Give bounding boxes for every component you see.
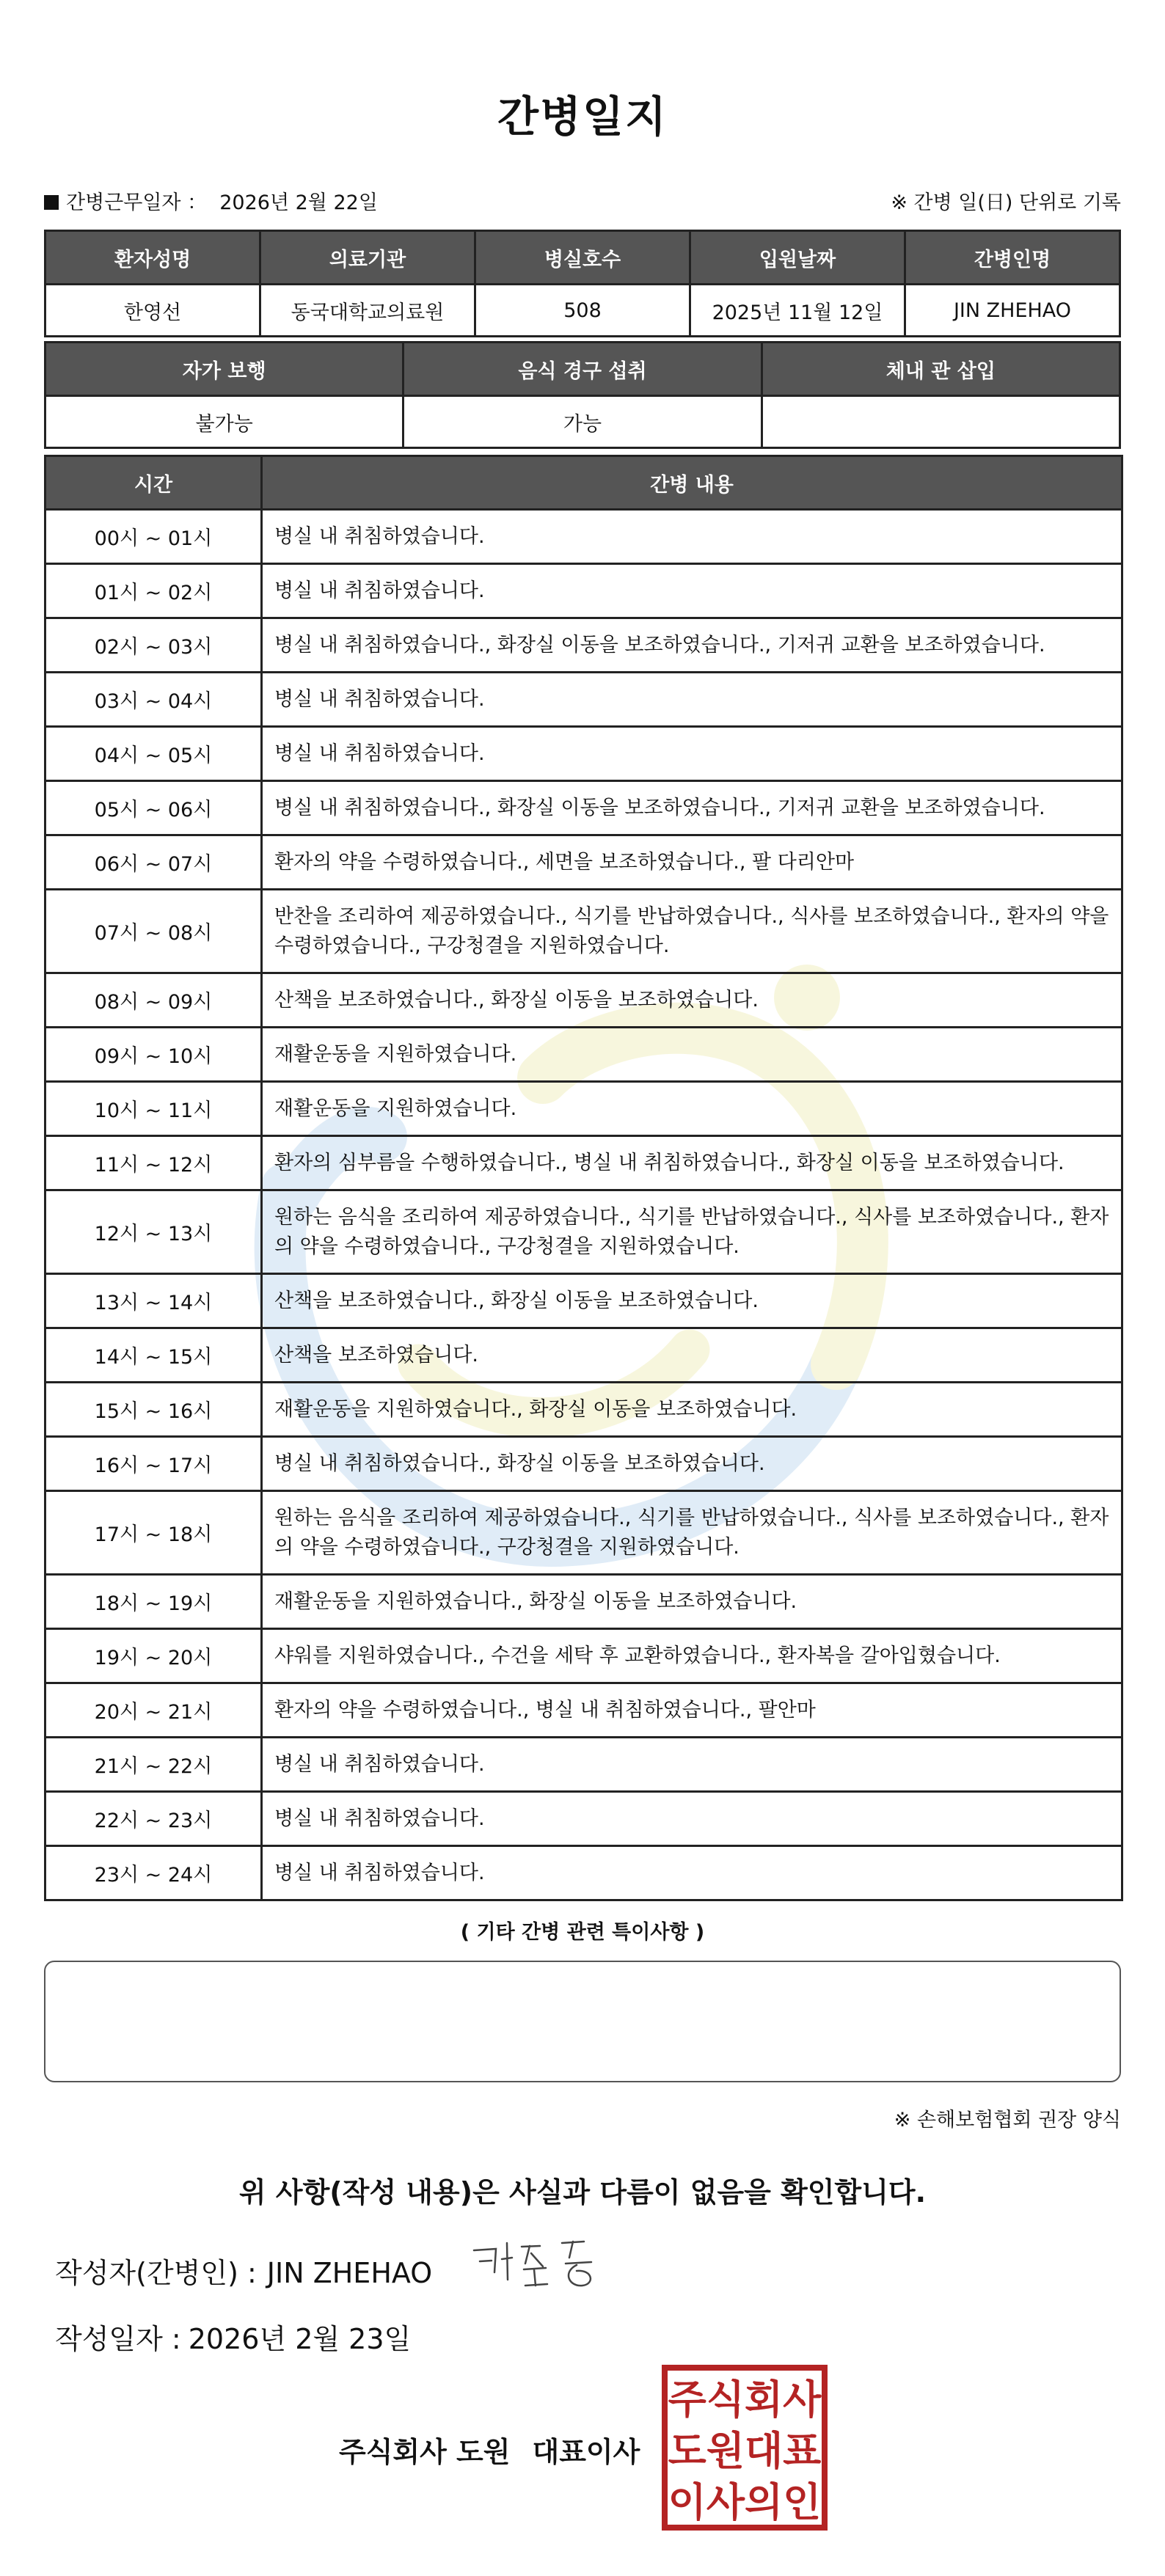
table-row bbox=[45, 727, 1122, 781]
table-row bbox=[45, 1846, 1122, 1900]
log-time: 03시 ~ 04시 bbox=[45, 673, 262, 727]
writer-name: JIN ZHEHAO bbox=[266, 2257, 433, 2289]
log-time: 18시 ~ 19시 bbox=[45, 1575, 262, 1629]
table-row bbox=[45, 1575, 1122, 1629]
svg-text:주식회사: 주식회사 bbox=[668, 2376, 822, 2423]
work-date-label: 간병근무일자 ： bbox=[66, 191, 208, 214]
log-time: 13시 ~ 14시 bbox=[45, 1274, 262, 1328]
log-content: 병실 내 취침하였습니다. bbox=[262, 1738, 1122, 1792]
table-row bbox=[45, 564, 1122, 618]
table-row bbox=[45, 1738, 1122, 1792]
meta-row bbox=[44, 186, 1121, 216]
header-self-walking: 자가 보행 bbox=[45, 343, 403, 396]
room-number: 508 bbox=[475, 285, 690, 337]
table-row bbox=[45, 973, 1122, 1028]
patient-name: 한영선 bbox=[45, 285, 260, 337]
confirmation-statement: 위 사항(작성 내용)은 사실과 다름이 없음을 확인합니다. bbox=[238, 2176, 927, 2209]
header-care-content: 간병 내용 bbox=[262, 456, 1122, 510]
log-time: 19시 ~ 20시 bbox=[45, 1629, 262, 1683]
log-time: 02시 ~ 03시 bbox=[45, 618, 262, 673]
handwritten-signature bbox=[467, 2228, 613, 2294]
self-walking-value: 불가능 bbox=[45, 396, 403, 448]
table-row bbox=[45, 1082, 1122, 1136]
table-row bbox=[45, 510, 1122, 564]
written-date-label: 작성일자 : bbox=[55, 2323, 181, 2355]
log-content: 산책을 보조하였습니다. bbox=[262, 1328, 1122, 1383]
header-tube-insertion: 체내 관 삽입 bbox=[762, 343, 1120, 396]
table-header-row bbox=[45, 231, 1120, 285]
notes-box bbox=[44, 1961, 1121, 2082]
log-content: 병실 내 취침하였습니다., 화장실 이동을 보조하였습니다. bbox=[262, 1437, 1122, 1491]
table-row bbox=[45, 1437, 1122, 1491]
table-row bbox=[45, 618, 1122, 673]
log-time: 01시 ~ 02시 bbox=[45, 564, 262, 618]
log-time: 15시 ~ 16시 bbox=[45, 1383, 262, 1437]
log-content: 산책을 보조하였습니다., 화장실 이동을 보조하였습니다. bbox=[262, 1274, 1122, 1328]
table-row bbox=[45, 1491, 1122, 1575]
header-patient-name: 환자성명 bbox=[45, 231, 260, 285]
header-caregiver-name: 간병인명 bbox=[905, 231, 1120, 285]
patient-status-table bbox=[44, 341, 1121, 449]
log-content: 재활운동을 지원하였습니다. bbox=[262, 1082, 1122, 1136]
log-time: 22시 ~ 23시 bbox=[45, 1792, 262, 1846]
log-content: 병실 내 취침하였습니다., 화장실 이동을 보조하였습니다., 기저귀 교환을 보조하였습니다. bbox=[262, 618, 1122, 673]
table-row bbox=[45, 285, 1120, 337]
notes-heading: ( 기타 간병 관련 특이사항 ) bbox=[460, 1921, 705, 1944]
table-header-row bbox=[45, 343, 1120, 396]
log-time: 20시 ~ 21시 bbox=[45, 1683, 262, 1738]
log-content: 산책을 보조하였습니다., 화장실 이동을 보조하였습니다. bbox=[262, 973, 1122, 1028]
log-time: 11시 ~ 12시 bbox=[45, 1136, 262, 1190]
log-content: 재활운동을 지원하였습니다., 화장실 이동을 보조하였습니다. bbox=[262, 1383, 1122, 1437]
log-content: 원하는 음식을 조리하여 제공하였습니다., 식기를 반납하였습니다., 식사를 보조하였습니다., 환자의 약을 수령하였습니다., 구강청결을 지원하였습니다. bbox=[262, 1491, 1122, 1575]
work-date-value: 2026년 2월 22일 bbox=[219, 191, 378, 214]
header-admission-date: 입원날짜 bbox=[690, 231, 905, 285]
company-name: 주식회사 도원 bbox=[339, 2436, 511, 2468]
log-time: 23시 ~ 24시 bbox=[45, 1846, 262, 1900]
header-oral-intake: 음식 경구 섭취 bbox=[403, 343, 762, 396]
log-time: 08시 ~ 09시 bbox=[45, 973, 262, 1028]
log-time: 07시 ~ 08시 bbox=[45, 890, 262, 973]
log-content: 병실 내 취침하였습니다. bbox=[262, 510, 1122, 564]
log-content: 병실 내 취침하였습니다. bbox=[262, 727, 1122, 781]
form-note: ※ 손해보험협회 권장 양식 bbox=[894, 2109, 1121, 2132]
log-time: 17시 ~ 18시 bbox=[45, 1491, 262, 1575]
log-time: 04시 ~ 05시 bbox=[45, 727, 262, 781]
table-row bbox=[45, 1629, 1122, 1683]
writer-line bbox=[55, 2250, 432, 2291]
header-room: 병실호수 bbox=[475, 231, 690, 285]
log-content: 병실 내 취침하였습니다. bbox=[262, 564, 1122, 618]
record-note: ※ 간병 일(日) 단위로 기록 bbox=[891, 191, 1121, 214]
written-date-line bbox=[55, 2316, 411, 2357]
log-time: 09시 ~ 10시 bbox=[45, 1028, 262, 1082]
log-time: 10시 ~ 11시 bbox=[45, 1082, 262, 1136]
table-row bbox=[45, 835, 1122, 890]
table-row bbox=[45, 1136, 1122, 1190]
log-content: 병실 내 취침하였습니다. bbox=[262, 673, 1122, 727]
header-hospital: 의료기관 bbox=[260, 231, 475, 285]
table-row bbox=[45, 1792, 1122, 1846]
company-line bbox=[339, 2429, 640, 2470]
patient-info-table bbox=[44, 230, 1121, 337]
care-log-body bbox=[45, 510, 1122, 1900]
log-content: 환자의 심부름을 수행하였습니다., 병실 내 취침하였습니다., 화장실 이동을 보조하였습니다. bbox=[262, 1136, 1122, 1190]
log-time: 00시 ~ 01시 bbox=[45, 510, 262, 564]
log-content: 재활운동을 지원하였습니다., 화장실 이동을 보조하였습니다. bbox=[262, 1575, 1122, 1629]
table-row bbox=[45, 673, 1122, 727]
table-row bbox=[45, 890, 1122, 973]
admission-date: 2025년 11월 12일 bbox=[690, 285, 905, 337]
tube-insertion-value bbox=[762, 396, 1120, 448]
log-time: 12시 ~ 13시 bbox=[45, 1190, 262, 1274]
log-content: 원하는 음식을 조리하여 제공하였습니다., 식기를 반납하였습니다., 식사를 보조하였습니다., 환자의 약을 수령하였습니다., 구강청결을 지원하였습니다. bbox=[262, 1190, 1122, 1274]
caregiver-name: JIN ZHEHAO bbox=[905, 285, 1120, 337]
written-date-value: 2026년 2월 23일 bbox=[188, 2323, 412, 2355]
log-time: 05시 ~ 06시 bbox=[45, 781, 262, 835]
square-bullet-icon bbox=[44, 195, 59, 210]
table-row bbox=[45, 1028, 1122, 1082]
table-row bbox=[45, 1328, 1122, 1383]
log-time: 16시 ~ 17시 bbox=[45, 1437, 262, 1491]
table-row bbox=[45, 781, 1122, 835]
log-content: 재활운동을 지원하였습니다. bbox=[262, 1028, 1122, 1082]
table-row bbox=[45, 1383, 1122, 1437]
svg-text:이사의인: 이사의인 bbox=[668, 2479, 822, 2525]
log-content: 반찬을 조리하여 제공하였습니다., 식기를 반납하였습니다., 식사를 보조하였습니다., 환자의 약을 수령하였습니다., 구강청결을 지원하였습니다. bbox=[262, 890, 1122, 973]
table-row bbox=[45, 1683, 1122, 1738]
log-content: 병실 내 취침하였습니다., 화장실 이동을 보조하였습니다., 기저귀 교환을 보조하였습니다. bbox=[262, 781, 1122, 835]
hospital: 동국대학교의료원 bbox=[260, 285, 475, 337]
log-content: 샤워를 지원하였습니다., 수건을 세탁 후 교환하였습니다., 환자복을 갈아입혔습니다. bbox=[262, 1629, 1122, 1683]
log-time: 14시 ~ 15시 bbox=[45, 1328, 262, 1383]
work-date bbox=[44, 186, 378, 215]
company-seal-stamp bbox=[660, 2363, 829, 2532]
writer-label: 작성자(간병인) : bbox=[55, 2257, 257, 2289]
care-log-table bbox=[44, 455, 1123, 1901]
log-content: 환자의 약을 수령하였습니다., 세면을 보조하였습니다., 팔 다리안마 bbox=[262, 835, 1122, 890]
table-header-row bbox=[45, 456, 1122, 510]
log-time: 06시 ~ 07시 bbox=[45, 835, 262, 890]
oral-intake-value: 가능 bbox=[403, 396, 762, 448]
header-time: 시간 bbox=[45, 456, 262, 510]
svg-text:도원대표: 도원대표 bbox=[668, 2428, 822, 2474]
log-content: 병실 내 취침하였습니다. bbox=[262, 1846, 1122, 1900]
log-content: 병실 내 취침하였습니다. bbox=[262, 1792, 1122, 1846]
log-time: 21시 ~ 22시 bbox=[45, 1738, 262, 1792]
table-row bbox=[45, 1274, 1122, 1328]
page-title: 간병일지 bbox=[497, 92, 668, 142]
table-row bbox=[45, 1190, 1122, 1274]
log-content: 환자의 약을 수령하였습니다., 병실 내 취침하였습니다., 팔안마 bbox=[262, 1683, 1122, 1738]
table-row bbox=[45, 396, 1120, 448]
company-title: 대표이사 bbox=[532, 2436, 640, 2468]
